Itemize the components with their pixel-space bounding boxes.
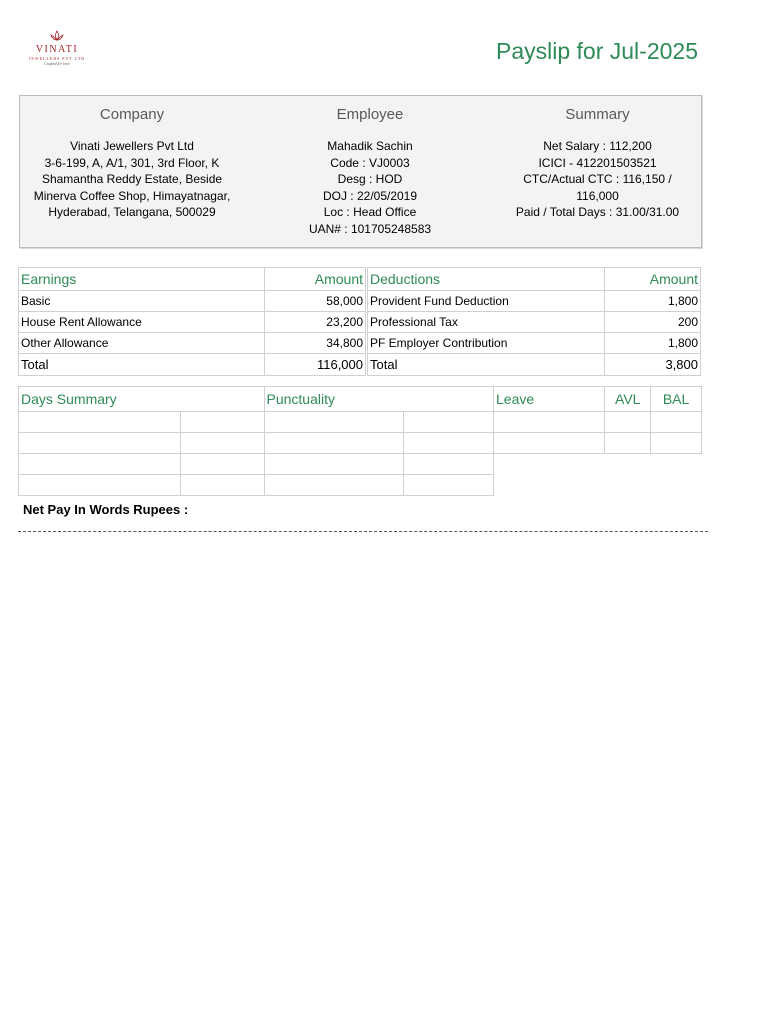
table-row [368, 312, 701, 333]
earning-label: Basic [19, 291, 265, 312]
earnings-total-label: Total [19, 354, 265, 376]
net-pay-in-words: Net Pay In Words Rupees : [23, 502, 189, 517]
company-line: Shamantha Reddy Estate, Beside [41, 172, 223, 187]
earning-label: House Rent Allowance [19, 312, 265, 333]
earning-amount: 58,000 [265, 291, 366, 312]
deduction-label: PF Employer Contribution [368, 333, 605, 354]
info-box [19, 95, 702, 248]
earning-label: Other Allowance [19, 333, 265, 354]
payslip-title: Payslip for Jul-2025 [496, 38, 698, 64]
net-salary: Net Salary : 112,200 [543, 139, 652, 153]
earnings-total: 116,000 [265, 354, 366, 376]
lotus-icon [50, 30, 64, 42]
company-logo [18, 28, 96, 78]
table-row [368, 291, 701, 312]
earnings-table [18, 267, 366, 376]
table-row [494, 412, 702, 433]
company-line: Minerva Coffee Shop, Himayatnagar, [33, 188, 231, 203]
earnings-total-row [19, 354, 366, 376]
deductions-amount-header: Amount [605, 268, 701, 291]
deduction-amount: 1,800 [605, 291, 701, 312]
table-row [19, 454, 494, 475]
earning-amount: 34,800 [265, 333, 366, 354]
employee-code: Code : VJ0003 [330, 155, 410, 170]
table-row [19, 333, 366, 354]
table-row [19, 475, 494, 496]
employee-header: Employee [336, 106, 404, 123]
leave-avl-header: AVL [605, 387, 651, 412]
leave-header: Leave [494, 387, 605, 412]
summary-header: Summary [565, 106, 630, 123]
days-summary-header: Days Summary [19, 387, 265, 412]
deductions-total-label: Total [368, 354, 605, 376]
earnings-header: Earnings [19, 268, 265, 291]
employee-doj: DOJ : 22/05/2019 [322, 188, 418, 203]
deduction-amount: 1,800 [605, 333, 701, 354]
logo-brand: VINATI [35, 44, 79, 55]
company-line: 3-6-199, A, A/1, 301, 3rd Floor, K [44, 155, 220, 170]
employee-name: Mahadik Sachin [327, 139, 413, 153]
bank-account: ICICI - 412201503521 [538, 155, 657, 170]
ctc-line-cont: 116,000 [576, 188, 619, 203]
deduction-label: Professional Tax [368, 312, 605, 333]
table-row [19, 291, 366, 312]
days-punctuality-table [18, 386, 494, 496]
logo-subtext: JEWELLERS PVT LTD [28, 56, 86, 61]
employee-uan: UAN# : 101705248583 [308, 221, 432, 236]
employee-designation: Desg : HOD [337, 172, 403, 187]
deductions-total-row [368, 354, 701, 376]
company-line: Hyderabad, Telangana, 500029 [48, 205, 216, 220]
deduction-label: Provident Fund Deduction [368, 291, 605, 312]
deductions-total: 3,800 [605, 354, 701, 376]
punctuality-header: Punctuality [264, 387, 494, 412]
earnings-amount-header: Amount [265, 268, 366, 291]
table-row [494, 433, 702, 454]
ctc-line: CTC/Actual CTC : 116,150 / [523, 172, 672, 187]
logo-tagline: Crafted for love [44, 61, 70, 66]
leave-bal-header: BAL [651, 387, 702, 412]
deductions-table [367, 267, 701, 376]
table-row [368, 333, 701, 354]
table-row [19, 433, 494, 454]
leave-table [493, 386, 702, 454]
table-row [19, 312, 366, 333]
deductions-header: Deductions [368, 268, 605, 291]
employee-location: Loc : Head Office [323, 205, 417, 220]
table-row [19, 412, 494, 433]
company-line: Vinati Jewellers Pvt Ltd [70, 139, 194, 153]
earning-amount: 23,200 [265, 312, 366, 333]
deduction-amount: 200 [605, 312, 701, 333]
paid-days: Paid / Total Days : 31.00/31.00 [515, 205, 680, 220]
cut-line-divider [18, 531, 708, 532]
company-header: Company [99, 106, 165, 123]
